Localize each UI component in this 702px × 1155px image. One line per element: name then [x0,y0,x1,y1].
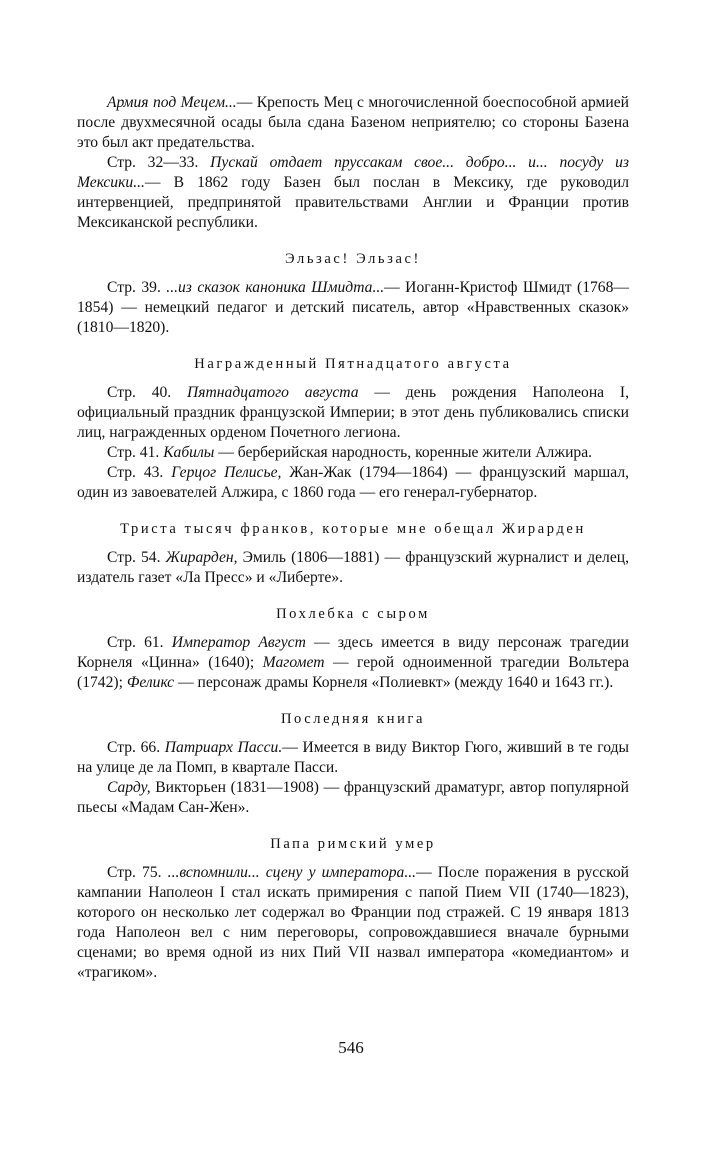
note-paragraph [77,738,629,778]
page-ref: Стр. 43. [107,464,172,481]
note-text: — После поражения в русской кампании Наполеон I стал искать примирения с папой Пием VII (1740—1823), которого он несколько лет содержал во Франции под стражей. С 19 января 1813 года Наполеон вел с ним переговоры, сопровождавшиеся вначале бурными сценами; во время одной из них Пий VII назвал императора «комедиантом» и «трагиком». [77,864,630,981]
page-ref: Стр. 39. [107,279,167,296]
note-paragraph [77,93,629,153]
note-text: — персонаж драмы Корнеля «Полиевкт» (между 1640 и 1643 гг.). [174,674,614,691]
section-heading: Триста тысяч франков, которые мне обещал Жирарден [120,521,586,537]
note-text: — Имеется в виду Виктор Гюго, живший в те годы на улице де ла Помп, в квартале Пасси. [77,739,629,776]
note-term: Пятнадцатого августа [187,384,359,401]
note-term: Феликс [126,674,175,691]
note-text: Викторьен (1831—1908) — французский драматург, автор популярной пьесы «Мадам Сан-Жен». [77,779,629,816]
note-text: — герой одноименной трагедии Вольтера (1742); [77,654,629,691]
note-text: Эмиль (1806—1881) — французский журналист и делец, издатель газет «Ла Пресс» и «Либерте». [77,549,629,586]
note-text: — В 1862 году Базен был послан в Мексику, где руководил интервенцией, предпринятой правительствами Англии и Франции против Мексиканской республики. [77,174,629,231]
note-paragraph [77,278,629,338]
page-ref: Стр. 41. [107,444,164,461]
note-paragraph [77,463,629,503]
note-term: Герцог Пелисье, [171,464,282,481]
note-text: — здесь имеется в виду персонаж трагедии Корнеля «Цинна» (1640); [77,634,629,671]
page-ref: Стр. 32—33. [107,154,211,171]
note-term: Пускай отдает пруссакам свое... добро... и... посуду из Мексики... [77,154,630,191]
page-number: 546 [338,1038,364,1057]
note-term: Жирарден, [165,549,238,566]
section-heading: Папа римский умер [270,836,436,852]
page-ref: Стр. 40. [107,384,188,401]
note-paragraph [77,863,629,983]
note-paragraph [77,443,629,463]
note-term: Патриарх Пасси. [164,739,283,756]
note-term: ...из сказок каноника Шмидта... [166,279,385,296]
section-heading: Награжденный Пятнадцатого августа [194,356,512,372]
note-paragraph [77,383,629,443]
page-ref: Стр. 75. [107,864,168,881]
page-ref: Стр. 66. [107,739,165,756]
note-text: — берберийская народность, коренные жители Алжира. [214,444,593,461]
note-term: Магомет [262,654,325,671]
note-text: — Крепость Мец с многочисленной боеспособной армией после двухмесячной осады была сдана Базеном неприятелю; со стороны Базена это был акт предательства. [77,94,630,151]
page-ref: Стр. 61. [107,634,172,651]
note-text: — Иоганн-Кристоф Шмидт (1768—1854) — немецкий педагог и детский писатель, автор «Нравственных сказок» (1810—1820). [77,279,629,336]
note-term: Сарду, [107,779,151,796]
note-paragraph [77,633,629,693]
note-term: Кабилы [163,444,215,461]
note-text: — день рождения Наполеона I, официальный праздник французской Империи; в этот день публиковались списки лиц, награжденных орденом Почетного легиона. [77,384,629,441]
page-ref: Стр. 54. [107,549,166,566]
note-text: Жан-Жак (1794—1864) — французский маршал, один из завоевателей Алжира, с 1860 года — его генерал-губернатор. [77,464,629,501]
note-paragraph [77,548,629,588]
section-heading: Похлебка с сыром [276,606,430,622]
note-term: Император Август [171,634,306,651]
section-heading: Последняя книга [280,711,426,727]
note-paragraph [77,153,629,233]
section-heading: Эльзас! Эльзас! [285,251,421,267]
note-term: Армия под Мецем... [107,94,237,111]
note-term: ...вспомнили... сцену у императора... [167,864,417,881]
note-paragraph [77,778,629,818]
notes-text [77,93,629,983]
